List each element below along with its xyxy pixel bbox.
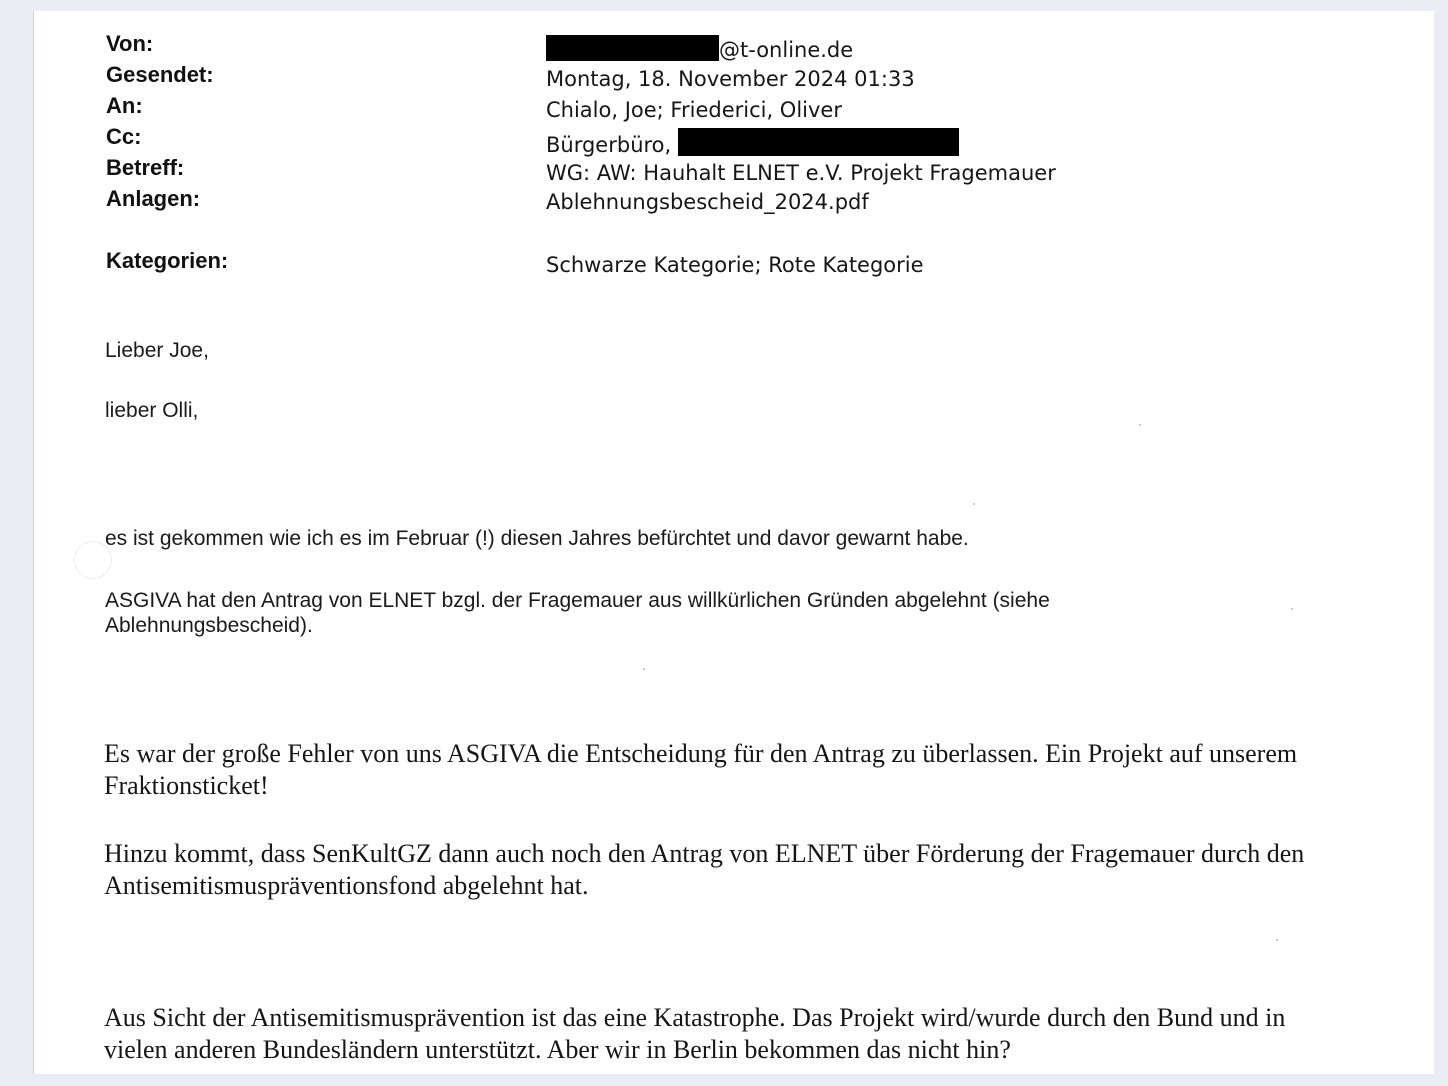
categories-label: Kategorien: (106, 248, 229, 273)
from-email-domain: @t-online.de (719, 38, 854, 62)
redaction-bar (546, 35, 719, 61)
scan-artifact (74, 541, 112, 579)
paragraph-4: Hinzu kommt, dass SenKultGZ dann auch noch den Antrag von ELNET über Förderung der Fragemauer durch den Antisemitismuspräventionsfond abgelehnt hat. (104, 839, 1305, 900)
scan-speck (973, 503, 975, 505)
cc-value (546, 128, 959, 158)
scan-speck (1291, 608, 1293, 610)
from-value (546, 35, 853, 63)
paragraph-2: ASGIVA hat den Antrag von ELNET bzgl. der Fragemauer aus willkürlichen Gründen abgelehnt (siehe Ablehnungsbescheid). (105, 589, 1050, 637)
to-label: An: (106, 93, 143, 118)
greeting-olli: lieber Olli, (105, 399, 199, 422)
scan-speck (1139, 424, 1141, 426)
categories-value: Schwarze Kategorie; Rote Kategorie (546, 253, 924, 277)
greeting-joe: Lieber Joe, (105, 339, 209, 362)
subject-label: Betreff: (106, 155, 185, 180)
scanned-letter-page (33, 11, 1434, 1074)
attachment-filename: Ablehnungsbescheid_2024.pdf (546, 190, 869, 214)
from-label: Von: (106, 31, 154, 56)
cc-recipient: Bürgerbüro, (546, 133, 672, 157)
attachments-label: Anlagen: (106, 186, 201, 211)
cc-label: Cc: (106, 124, 142, 149)
redaction-bar (678, 128, 959, 156)
subject-value: WG: AW: Hauhalt ELNET e.V. Projekt Fragemauer (546, 161, 1056, 185)
scan-speck (1276, 939, 1278, 941)
paragraph-1: es ist gekommen wie ich es im Februar (!) diesen Jahres befürchtet und davor gewarnt habe. (105, 527, 969, 550)
sent-label: Gesendet: (106, 62, 214, 87)
sent-value: Montag, 18. November 2024 01:33 (546, 67, 915, 91)
paragraph-3: Es war der große Fehler von uns ASGIVA die Entscheidung für den Antrag zu überlassen. Ein Projekt auf unserem Fraktionsticket! (104, 739, 1298, 800)
scan-speck (643, 668, 645, 670)
paragraph-5: Aus Sicht der Antisemitismusprävention ist das eine Katastrophe. Das Projekt wird/wurde durch den Bund und in vielen anderen Bundesländern unterstützt. Aber wir in Berlin bekommen das nicht hin? (104, 1003, 1286, 1064)
to-value: Chialo, Joe; Friederici, Oliver (546, 98, 842, 122)
